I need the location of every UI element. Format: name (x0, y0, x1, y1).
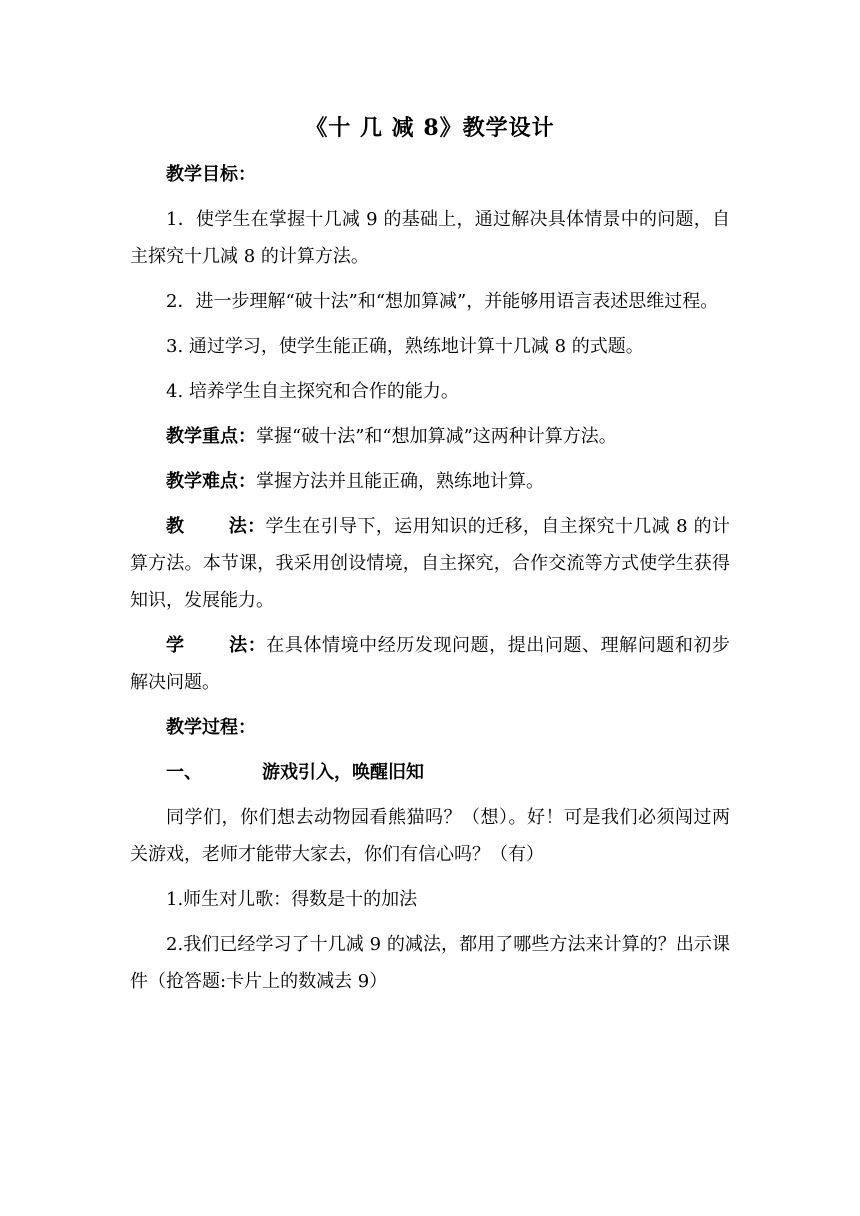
difficulty-label: 教学难点： (166, 471, 256, 492)
teaching-method-paragraph (130, 508, 730, 619)
section-one-title: 游戏引入，唤醒旧知 (262, 762, 424, 783)
process-heading: 教学过程： (166, 717, 256, 738)
document-body (130, 156, 730, 1008)
objective-item: 1．使学生在掌握十几减 9 的基础上，通过解决具体情景中的问题，自主探究十几减 8 的计算方法。 (130, 209, 730, 267)
key-point-label: 教学重点： (166, 426, 256, 447)
section-one-number: 一、 (166, 762, 202, 783)
teaching-method-text: 学生在引导下，运用知识的迁移，自主探究十几减 8 的计算方法。本节课，我采用创设情境，自主探究，合作交流等方式使学生获得知识，发展能力。 (130, 516, 731, 611)
objective-item: 2．进一步理解“破十法”和“想加算减”，并能够用语言表述思维过程。 (166, 291, 719, 312)
section-one-paragraph: 2.我们已经学习了十几减 9 的减法，都用了哪些方法来计算的？出示课件（抢答题:卡片上的数减去 9） (130, 934, 730, 992)
objectives-heading: 教学目标： (166, 164, 256, 185)
difficulty-paragraph (130, 463, 730, 500)
learning-method-label-end: 法： (228, 635, 267, 656)
key-point-text: 掌握“破十法”和“想加算减”这两种计算方法。 (256, 426, 617, 447)
section-one-paragraph: 1.师生对儿歌：得数是十的加法 (166, 889, 418, 910)
learning-method-text: 在具体情境中经历发现问题，提出问题、理解问题和初步解决问题。 (130, 635, 731, 693)
objective-item: 3. 通过学习，使学生能正确，熟练地计算十几减 8 的式题。 (166, 336, 644, 357)
section-one-paragraph: 同学们，你们想去动物园看熊猫吗？（想）。好！可是我们必须闯过两关游戏，老师才能带大家去，你们有信心吗？（有） (130, 807, 730, 865)
learning-method-label-start: 学 (166, 635, 185, 656)
teaching-method-label-end: 法： (228, 516, 266, 537)
document-title: 《十 几 减 8》教学设计 (305, 115, 555, 141)
difficulty-text: 掌握方法并且能正确，熟练地计算。 (256, 471, 544, 492)
objective-item: 4. 培养学生自主探究和合作的能力。 (166, 381, 459, 402)
section-one-heading (130, 754, 730, 791)
learning-method-paragraph (130, 627, 730, 701)
teaching-method-label-start: 教 (166, 516, 185, 537)
key-point-paragraph (130, 418, 730, 455)
